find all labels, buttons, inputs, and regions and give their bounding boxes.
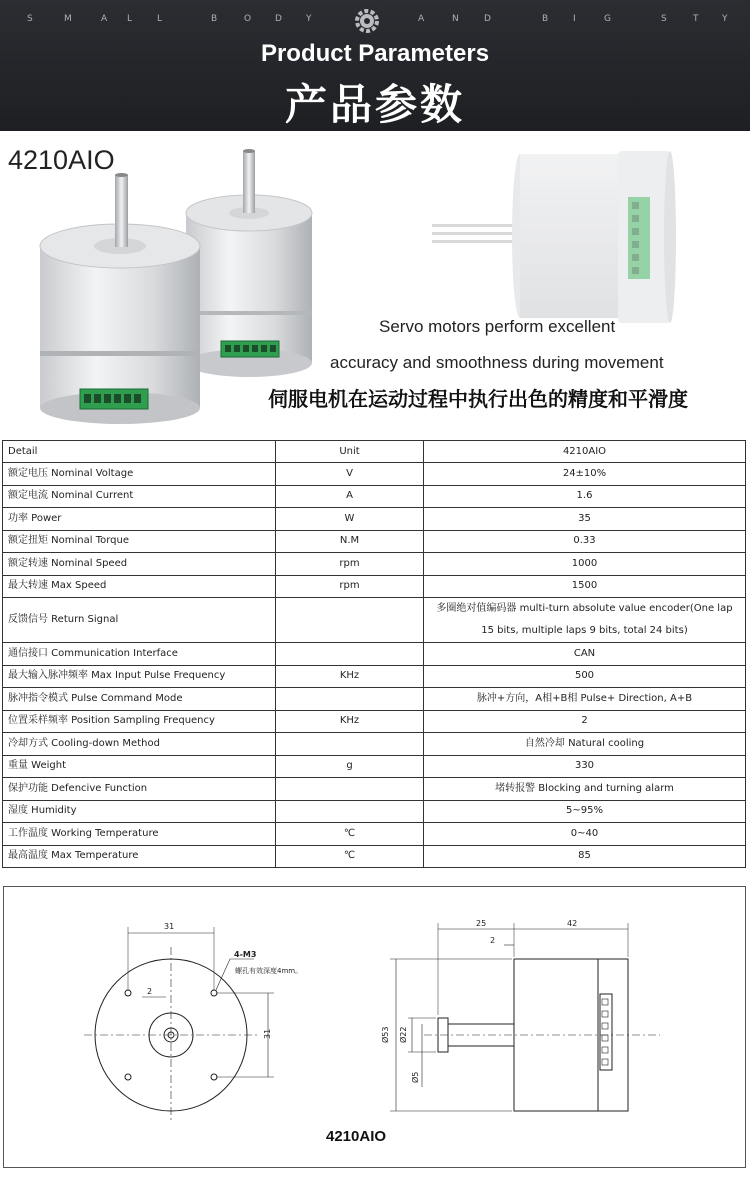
row-detail: 额定扭矩 Nominal Torque: [3, 530, 276, 553]
row-detail: 额定电压 Nominal Voltage: [3, 463, 276, 486]
row-unit: ℃: [276, 823, 424, 846]
hero-section: [0, 131, 750, 436]
tagline-letter: D: [275, 14, 282, 24]
row-value: 堵转报警 Blocking and turning alarm: [424, 778, 746, 801]
tagline-letter: T: [693, 14, 699, 24]
tagline-letter: G: [604, 14, 611, 24]
row-value: 2: [424, 710, 746, 733]
table-row: [3, 710, 746, 733]
row-unit: W: [276, 508, 424, 531]
row-unit: [276, 643, 424, 666]
row-value: 脉冲+方向，A相+B相 Pulse+ Direction, A+B: [424, 688, 746, 711]
gear-icon: [352, 6, 382, 36]
drawing-label: 4210AIO: [326, 1128, 387, 1145]
row-value: 24±10%: [424, 463, 746, 486]
dim-d5: Ø5: [411, 1071, 420, 1083]
dim-d53: Ø53: [381, 1026, 390, 1043]
dim-2-front: 2: [147, 987, 153, 996]
hole-spec: 4-M3: [234, 950, 257, 959]
tagline-letter: S: [27, 14, 33, 24]
table-row: [3, 688, 746, 711]
tagline-letter: I: [573, 14, 576, 24]
row-unit: V: [276, 463, 424, 486]
tagline-letter: B: [211, 14, 218, 24]
dim-d22: Ø22: [399, 1026, 408, 1043]
row-unit: [276, 733, 424, 756]
tagline-letter: L: [127, 14, 133, 24]
row-unit: KHz: [276, 665, 424, 688]
table-row: [3, 665, 746, 688]
technical-drawing: [4, 887, 747, 1169]
row-detail: 通信接口 Communication Interface: [3, 643, 276, 666]
row-unit: [276, 598, 424, 643]
tagline-letter: D: [484, 14, 491, 24]
row-value: 1.6: [424, 485, 746, 508]
hole-note: 螺孔有效深度4mm。: [235, 967, 303, 975]
row-detail: 反馈信号 Return Signal: [3, 598, 276, 643]
table-row: [3, 508, 746, 531]
title-chinese: 产品参数: [284, 80, 465, 129]
motor-side-view: [432, 151, 676, 323]
row-detail: 最高温度 Max Temperature: [3, 845, 276, 868]
table-row: [3, 845, 746, 868]
dim-25: 25: [476, 919, 487, 928]
model-name: 4210AIO: [8, 145, 115, 175]
tagline-letter: Y: [306, 14, 312, 24]
table-row: [3, 553, 746, 576]
dimension-drawing: [3, 886, 746, 1168]
table-header-row: [3, 441, 746, 463]
table-row: [3, 755, 746, 778]
row-value: 1000: [424, 553, 746, 576]
row-detail: 冷却方式 Cooling-down Method: [3, 733, 276, 756]
dim-42: 42: [567, 919, 578, 928]
motor-front: [40, 173, 200, 424]
row-unit: [276, 688, 424, 711]
row-detail: 功率 Power: [3, 508, 276, 531]
motor-back: [186, 149, 312, 377]
row-detail: 工作温度 Working Temperature: [3, 823, 276, 846]
row-unit: KHz: [276, 710, 424, 733]
row-value: 85: [424, 845, 746, 868]
row-unit: rpm: [276, 575, 424, 598]
column-header-detail: Detail: [3, 441, 276, 463]
caption-line-1: Servo motors perform excellent: [379, 317, 616, 336]
table-row: [3, 463, 746, 486]
side-view: [390, 923, 660, 1111]
dim-2-side: 2: [490, 936, 496, 945]
row-value: 330: [424, 755, 746, 778]
caption-line-2: accuracy and smoothness during movement: [330, 353, 664, 372]
header-banner: [0, 0, 750, 131]
row-detail: 最大输入脉冲频率 Max Input Pulse Frequency: [3, 665, 276, 688]
column-header-unit: Unit: [276, 441, 424, 463]
row-unit: rpm: [276, 553, 424, 576]
row-detail: 脉冲指令模式 Pulse Command Mode: [3, 688, 276, 711]
column-header-model: 4210AIO: [424, 441, 746, 463]
table-row: [3, 733, 746, 756]
row-detail: 保护功能 Defencive Function: [3, 778, 276, 801]
tagline-letter: O: [244, 14, 252, 24]
row-value: 500: [424, 665, 746, 688]
tagline-letter: B: [542, 14, 549, 24]
row-unit: ℃: [276, 845, 424, 868]
row-value: CAN: [424, 643, 746, 666]
table-row: [3, 530, 746, 553]
row-detail: 重量 Weight: [3, 755, 276, 778]
table-row: [3, 575, 746, 598]
title-english: Product Parameters: [260, 40, 490, 67]
row-value: 0.33: [424, 530, 746, 553]
dim-31-top: 31: [164, 922, 175, 931]
row-value: 5~95%: [424, 800, 746, 823]
row-detail: 最大转速 Max Speed: [3, 575, 276, 598]
tagline-letter: A: [418, 14, 425, 24]
tagline-letter: N: [452, 14, 459, 24]
table-row: [3, 800, 746, 823]
row-detail: 湿度 Humidity: [3, 800, 276, 823]
row-value: 1500: [424, 575, 746, 598]
row-unit: [276, 800, 424, 823]
row-value: 0~40: [424, 823, 746, 846]
table-row: [3, 778, 746, 801]
caption-chinese: 伺服电机在运动过程中执行出色的精度和平滑度: [268, 387, 688, 411]
row-value: 多圈绝对值编码器 multi-turn absolute value encoder(One lap 15 bits, multiple laps 9 bits, total 24 bits): [424, 598, 746, 643]
dim-31-side: 31: [263, 1028, 272, 1039]
row-value: 自然冷却 Natural cooling: [424, 733, 746, 756]
table-row: [3, 823, 746, 846]
table-row: [3, 643, 746, 666]
row-detail: 位置采样频率 Position Sampling Frequency: [3, 710, 276, 733]
row-unit: N.M: [276, 530, 424, 553]
row-detail: 额定转速 Nominal Speed: [3, 553, 276, 576]
tagline-letter: S: [661, 14, 667, 24]
row-unit: A: [276, 485, 424, 508]
row-unit: g: [276, 755, 424, 778]
tagline-letter: Y: [722, 14, 728, 24]
table-row: [3, 485, 746, 508]
row-unit: [276, 778, 424, 801]
row-detail: 额定电流 Nominal Current: [3, 485, 276, 508]
tagline-letter: M: [64, 14, 72, 24]
table-row: [3, 598, 746, 643]
tagline-letter: A: [101, 14, 108, 24]
parameter-table: [2, 440, 746, 868]
tagline-letter: L: [157, 14, 163, 24]
row-value: 35: [424, 508, 746, 531]
